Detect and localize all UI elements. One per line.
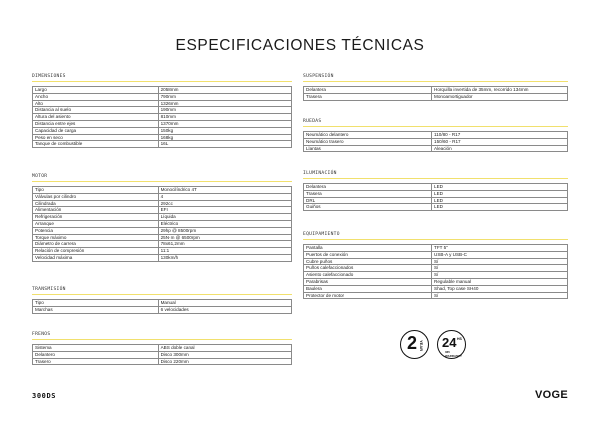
spec-label: Ancho	[33, 93, 159, 100]
spec-value: Sí	[432, 258, 568, 265]
section-ruedas	[303, 117, 568, 152]
spec-value: ABS doble canal	[158, 345, 291, 352]
spec-row	[33, 200, 292, 207]
spec-value: Monoamortiguador	[432, 93, 568, 100]
spec-row	[33, 120, 292, 127]
spec-table	[32, 86, 292, 148]
spec-value: 790mm	[158, 93, 291, 100]
spec-value: 150/60 - R17	[432, 138, 568, 145]
spec-row	[304, 251, 568, 258]
spec-value: 292cc	[158, 200, 291, 207]
spec-row	[33, 227, 292, 234]
assistance-unit: 365 WARRANTY	[445, 350, 462, 358]
spec-label: Tipo	[33, 187, 159, 194]
spec-label: Asiento calefaccionado	[304, 272, 432, 279]
spec-row	[33, 100, 292, 107]
spec-value: Disco 300mm	[158, 351, 291, 358]
spec-label: Marchas	[33, 306, 159, 313]
warranty-years-badge	[400, 330, 429, 359]
warranty-years-unit: YEAR	[419, 340, 424, 352]
spec-row	[33, 351, 292, 358]
spec-row	[33, 87, 292, 94]
spec-row	[33, 254, 292, 261]
spec-label: Delantera	[304, 184, 432, 191]
spec-row	[304, 132, 568, 139]
spec-row	[304, 197, 568, 204]
spec-label: Capacidad de carga	[33, 127, 159, 134]
section-title: SUSPENSIÓN	[303, 72, 568, 82]
spec-value: Sí	[432, 272, 568, 279]
spec-value: 16L	[158, 141, 291, 148]
spec-value: LED	[432, 197, 568, 204]
spec-label: Trasero	[33, 358, 159, 365]
spec-label: Largo	[33, 87, 159, 94]
spec-value: Regulable manual	[432, 278, 568, 285]
spec-value: 4	[158, 193, 291, 200]
spec-value: TFT 5"	[432, 245, 568, 252]
spec-label: Puertos de conexión	[304, 251, 432, 258]
spec-row	[304, 258, 568, 265]
spec-value: EFI	[158, 207, 291, 214]
spec-table	[32, 186, 292, 262]
spec-label: Trasera	[304, 190, 432, 197]
section-transmision	[32, 285, 292, 314]
spec-row	[304, 285, 568, 292]
spec-row	[33, 141, 292, 148]
spec-label: Velocidad máxima	[33, 254, 159, 261]
spec-label: Neumático delantero	[304, 132, 432, 139]
spec-row	[33, 306, 292, 313]
section-dimensiones	[32, 72, 292, 148]
spec-value: Aleación	[432, 145, 568, 152]
spec-value: Horquilla invertida de 35mm, recorrido 134mm	[432, 87, 568, 94]
spec-row	[304, 292, 568, 299]
section-title: RUEDAS	[303, 117, 568, 127]
spec-row	[304, 265, 568, 272]
section-suspension	[303, 72, 568, 101]
spec-value: 810mm	[158, 114, 291, 121]
brand-logo: VOGE	[535, 389, 568, 401]
spec-value: 11:1	[158, 248, 291, 255]
spec-row	[304, 138, 568, 145]
spec-row	[33, 214, 292, 221]
spec-value: LED	[432, 204, 568, 211]
spec-value: LED	[432, 190, 568, 197]
spec-value: 25N·m @ 6500rpm	[158, 234, 291, 241]
section-iluminacion	[303, 169, 568, 211]
spec-label: Baulera	[304, 285, 432, 292]
spec-row	[33, 248, 292, 255]
spec-row	[33, 107, 292, 114]
spec-label: Llantas	[304, 145, 432, 152]
spec-value: LED	[432, 184, 568, 191]
spec-value: Disco 220mm	[158, 358, 291, 365]
section-title: EQUIPAMIENTO	[303, 230, 568, 240]
spec-row	[304, 190, 568, 197]
spec-label: Relación de compresión	[33, 248, 159, 255]
section-title: DIMENSIONES	[32, 72, 292, 82]
spec-row	[33, 134, 292, 141]
spec-row	[304, 184, 568, 191]
spec-row	[33, 114, 292, 121]
section-title: TRANSMISIÓN	[32, 285, 292, 295]
spec-value: 110/80 - R17	[432, 132, 568, 139]
spec-label: Neumático trasero	[304, 138, 432, 145]
spec-value: 6 velocidades	[158, 306, 291, 313]
spec-label: Cubre puños	[304, 258, 432, 265]
spec-value: 150kg	[158, 127, 291, 134]
page-title: ESPECIFICACIONES TÉCNICAS	[175, 37, 425, 54]
spec-label: Cilindrada	[33, 200, 159, 207]
spec-label: Parabrisas	[304, 278, 432, 285]
spec-table	[303, 183, 568, 211]
spec-label: Trasera	[304, 93, 432, 100]
spec-value: 1326mm	[158, 100, 291, 107]
spec-row	[33, 300, 292, 307]
spec-value: 78x61,2mm	[158, 241, 291, 248]
spec-row	[304, 245, 568, 252]
spec-row	[33, 187, 292, 194]
spec-value: Sí	[432, 292, 568, 299]
spec-table	[32, 344, 292, 365]
spec-label: Protector de motor	[304, 292, 432, 299]
spec-value: Manual	[158, 300, 291, 307]
spec-label: Delantero	[33, 351, 159, 358]
spec-row	[33, 345, 292, 352]
spec-label: Peso en seco	[33, 134, 159, 141]
spec-label: Torque máximo	[33, 234, 159, 241]
spec-value: Eléctrico	[158, 220, 291, 227]
spec-row	[304, 93, 568, 100]
assistance-number: 24	[442, 335, 457, 350]
spec-label: Arranque	[33, 220, 159, 227]
spec-value: 130km/h	[158, 254, 291, 261]
spec-label: Distancia al suelo	[33, 107, 159, 114]
spec-value: Sí	[432, 265, 568, 272]
spec-label: Pantalla	[304, 245, 432, 252]
spec-row	[33, 220, 292, 227]
spec-label: Válvulas por cilindro	[33, 193, 159, 200]
spec-label: Potencia	[33, 227, 159, 234]
spec-value: 2058mm	[158, 87, 291, 94]
spec-value: Líquida	[158, 214, 291, 221]
spec-row	[304, 278, 568, 285]
spec-value: 190mm	[158, 107, 291, 114]
spec-label: Puños calefaccionados	[304, 265, 432, 272]
spec-value: 168kg	[158, 134, 291, 141]
spec-label: Alimentación	[33, 207, 159, 214]
spec-row	[33, 93, 292, 100]
spec-label: Guiños	[304, 204, 432, 211]
section-motor	[32, 172, 292, 262]
section-title: MOTOR	[32, 172, 292, 182]
spec-table	[303, 86, 568, 101]
spec-table	[303, 131, 568, 152]
spec-value: Monocilíndrico 4T	[158, 187, 291, 194]
spec-label: Refrigeración	[33, 214, 159, 221]
spec-row	[33, 127, 292, 134]
spec-row	[304, 272, 568, 279]
spec-row	[33, 207, 292, 214]
spec-row	[33, 358, 292, 365]
spec-row	[33, 193, 292, 200]
spec-label: Sistema	[33, 345, 159, 352]
section-frenos	[32, 330, 292, 365]
spec-row	[304, 87, 568, 94]
spec-label: Tipo	[33, 300, 159, 307]
spec-label: DRL	[304, 197, 432, 204]
spec-label: Tanque de combustible	[33, 141, 159, 148]
spec-value: 29hp @ 8500rpm	[158, 227, 291, 234]
model-name: 300DS	[32, 392, 57, 400]
spec-label: Altura del asiento	[33, 114, 159, 121]
assistance-badge	[437, 330, 466, 359]
section-title: ILUMINACIÓN	[303, 169, 568, 179]
assistance-sup: HS	[457, 337, 462, 341]
spec-label: Delantera	[304, 87, 432, 94]
spec-table	[303, 244, 568, 299]
section-title: FRENOS	[32, 330, 292, 340]
spec-value: 1370mm	[158, 120, 291, 127]
spec-label: Distancia entre ejes	[33, 120, 159, 127]
spec-row	[304, 204, 568, 211]
spec-row	[304, 145, 568, 152]
spec-value: USB-A y USB-C	[432, 251, 568, 258]
warranty-years-number: 2	[407, 333, 418, 353]
section-equipamiento	[303, 230, 568, 299]
spec-row	[33, 241, 292, 248]
spec-table	[32, 299, 292, 314]
spec-row	[33, 234, 292, 241]
spec-label: Alto	[33, 100, 159, 107]
spec-label: Diámetro de carrera	[33, 241, 159, 248]
spec-value: Shad, Top case SH40	[432, 285, 568, 292]
